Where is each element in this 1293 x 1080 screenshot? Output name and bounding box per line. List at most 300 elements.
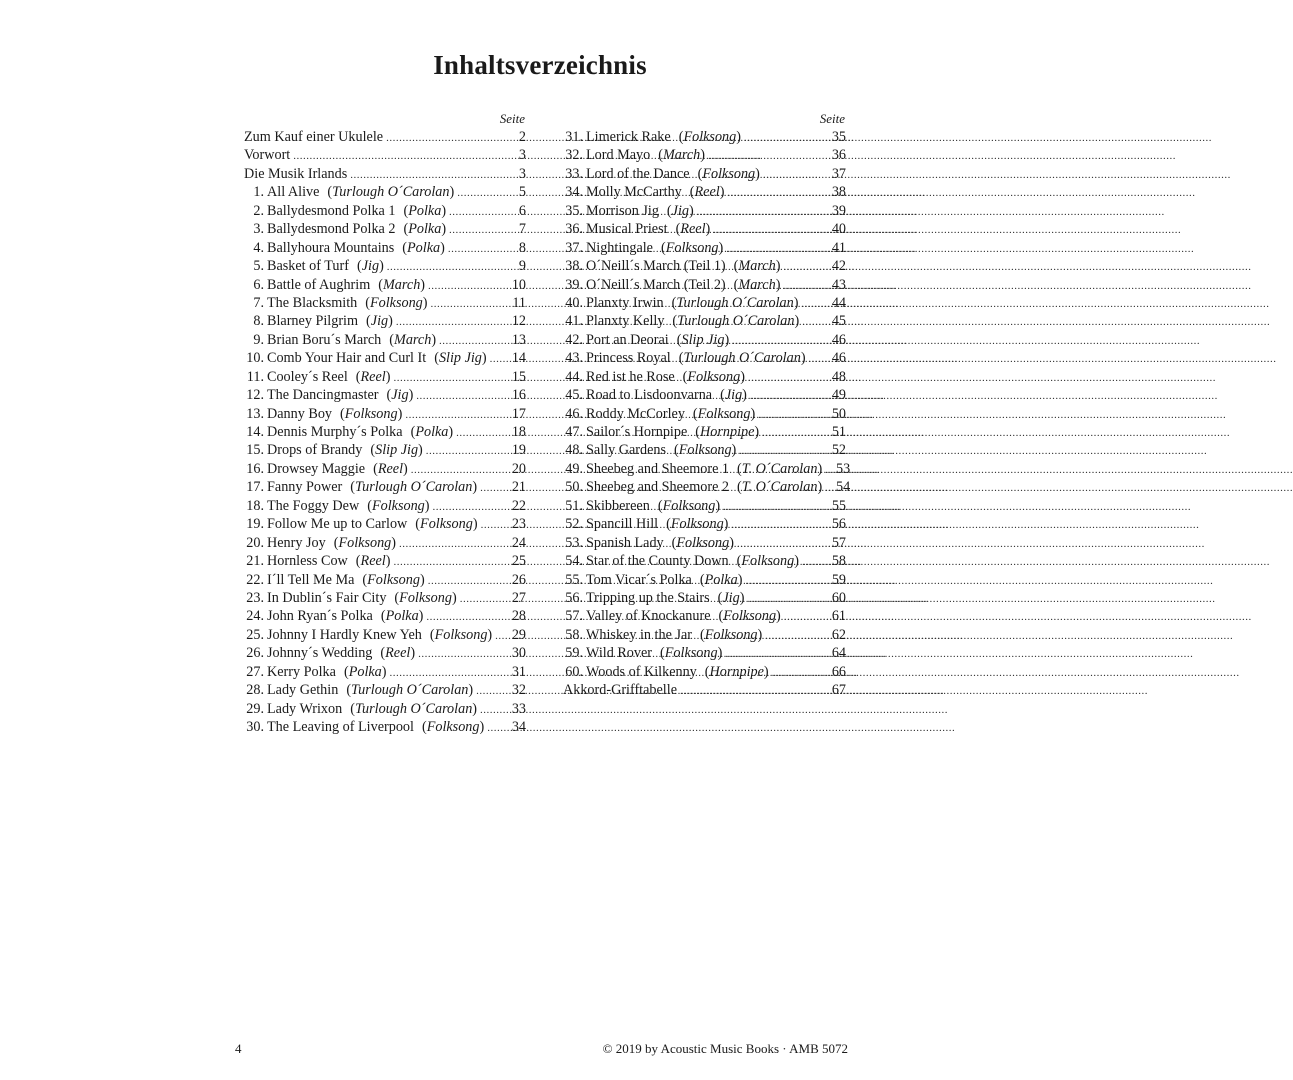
toc-entry-page: 42 [831,258,846,275]
toc-dot-leader [731,516,827,534]
toc-entry-number: 57. [565,608,583,625]
toc-dot-leader [732,332,827,350]
toc-entry-genre: ( Folksong ) [690,165,760,183]
toc-entry-title: Morrison Jig [586,202,659,219]
toc-entry-title: O´Neill´s March (Teil 2) [586,276,726,293]
toc-dot-leader [448,240,507,258]
toc-column-right [563,110,851,700]
toc-entry-page: 3 [518,165,526,182]
toc-entry-page: 66 [831,663,846,680]
toc-entry-number: 20. [246,534,264,551]
toc-dot-leader [495,627,507,645]
toc-entry [563,478,851,496]
toc-entry [563,386,846,404]
toc-entry-title: Kerry Polka [267,663,336,680]
toc-entry-genre: ( Folksong ) [675,368,745,386]
toc-dot-leader [386,129,507,147]
toc-entry-number: 48. [565,442,583,459]
toc-entry-page: 33 [511,700,526,717]
toc-entry-genre: ( Folksong ) [332,405,402,423]
toc-entry-number: 50. [565,479,583,496]
toc-entry-number: 34. [565,184,583,201]
toc-dot-leader [460,590,507,608]
toc-dot-leader [802,313,827,331]
toc-dot-leader [737,535,827,553]
toc-dot-leader [431,295,507,313]
toc-entry-title: Valley of Knockanure [586,608,711,625]
toc-entry-page: 12 [511,313,526,330]
toc-dot-leader [744,129,827,147]
toc-dot-leader [713,221,827,239]
toc-entry [563,349,846,367]
toc-entry-title: The Dancingmaster [267,387,379,404]
toc-entry-genre: ( Slip Jig ) [669,331,729,349]
toc-entry-page: 9 [518,258,526,275]
toc-dot-leader [697,203,827,221]
toc-entry-number: 27. [246,663,264,680]
toc-dot-leader [750,387,827,405]
toc-entry-page: 46 [831,331,846,348]
toc-entry-genre: ( Turlough O´Carolan ) [664,294,799,312]
toc-entry-title: In Dublin´s Fair City [267,589,387,606]
toc-entry [244,497,526,515]
page-title: Inhaltsverzeichnis [433,50,647,80]
toc-entry-number: 59. [565,645,583,662]
toc-entry-genre: ( Reel ) [348,552,391,570]
toc-entry-title: Port an Deorai [586,331,669,348]
toc-dot-leader [480,701,507,719]
toc-entry [244,534,526,552]
toc-entry-page: 24 [511,534,526,551]
toc-entry [563,312,846,330]
toc-entry-genre: ( Slip Jig ) [362,441,422,459]
toc-dot-leader [765,627,827,645]
toc-entry [563,589,846,607]
toc-entry-title: Whiskey in the Jar [586,626,692,643]
toc-entry-title: Basket of Turf [267,258,349,275]
toc-entry-number: 1. [253,184,264,201]
toc-entry-number: 29. [246,700,264,717]
toc-entry-genre: ( March ) [726,257,781,275]
toc-entry-title: Sheebeg and Sheemore 2 [586,479,730,496]
toc-dot-leader [411,461,507,479]
toc-entry-title: Hornless Cow [267,553,348,570]
toc-dot-leader [487,719,507,737]
toc-entry-title: Brian Boru´s March [267,331,382,348]
toc-entry-page: 46 [831,350,846,367]
toc-entry-genre: ( T. O´Carolan ) [729,460,822,478]
toc-entry-number: 37. [565,239,583,256]
toc-entry-page: 30 [511,645,526,662]
toc-entry-title: Comb Your Hair and Curl It [267,350,427,367]
toc-entry-genre: ( Turlough O´Carolan ) [338,681,473,699]
toc-dot-leader [708,147,827,165]
toc-dot-leader [809,350,827,368]
toc-entry-genre: ( Polka ) [395,202,446,220]
toc-entry-number: 56. [565,589,583,606]
toc-entry [563,497,846,515]
toc-entry-genre: ( Jig ) [349,257,384,275]
toc-entry-genre: ( Folksong ) [685,405,755,423]
toc-entry-genre: ( Folksong ) [357,294,427,312]
toc-entry-genre: ( Reel ) [668,220,711,238]
toc-entry-title: Vorwort [244,147,291,164]
toc-entry-page: 53 [835,460,851,477]
toc-entry-genre: ( Folksong ) [359,497,429,515]
toc-entry-number: 24. [246,608,264,625]
toc-dot-leader [726,240,827,258]
toc-entry [244,239,526,257]
toc-entry [244,460,526,478]
toc-entry [244,146,526,164]
toc-entry-page: 49 [831,387,846,404]
toc-entry-title: Drops of Brandy [267,442,363,459]
toc-entry-genre: ( Folksong ) [658,515,728,533]
toc-entry-title: Tom Vicar´s Polka [586,571,692,588]
toc-entry-page: 55 [831,497,846,514]
toc-entry-genre: ( Reel ) [682,183,725,201]
toc-entry-title: Woods of Kilkenny [586,663,697,680]
toc-entry-title: Sally Gardens [586,442,666,459]
toc-entry-genre: ( Folksong ) [422,626,492,644]
toc-entry-title: Follow Me up to Carlow [267,516,408,533]
toc-entry-number: 60. [565,663,583,680]
toc-entry-genre: ( Folksong ) [666,441,736,459]
toc-dot-leader [405,406,507,424]
toc-entry-number: 54. [565,553,583,570]
toc-dot-leader [680,682,827,700]
toc-entry [244,220,526,238]
toc-entry [563,146,846,164]
toc-entry-genre: ( Folksong ) [407,515,477,533]
toc-entry [563,644,846,662]
toc-entry-title: Die Musik Irlands [244,165,348,182]
toc-entry-page: 44 [831,294,846,311]
toc-entry-page: 36 [831,147,846,164]
toc-entry-page: 3 [518,147,526,164]
toc-entry-page: 67 [831,682,846,699]
toc-entry-genre: ( Jig ) [659,202,694,220]
toc-dot-leader [449,221,507,239]
toc-entry-title: Sheebeg and Sheemore 1 [586,460,730,477]
toc-entry-number: 18. [246,497,264,514]
toc-entry-title: Ballydesmond Polka 1 [267,202,396,219]
toc-entry-number: 41. [565,313,583,330]
toc-entry-number: 22. [246,571,264,588]
toc-entry-number: 45. [565,387,583,404]
toc-entry-page: 20 [511,460,526,477]
toc-entry-title: Nightingale [586,239,653,256]
toc-entry-genre: ( Folksong ) [664,534,734,552]
toc-list-right [563,128,851,700]
toc-entry [563,626,846,644]
toc-entry-page: 15 [511,368,526,385]
toc-entry-number: 8. [253,313,264,330]
toc-entry-page: 10 [511,276,526,293]
toc-entry-title: Molly McCarthy [586,184,682,201]
toc-entry-title: Lady Wrixon [267,700,343,717]
toc-dot-leader [825,461,831,479]
toc-entry-page: 52 [831,442,846,459]
toc-entry-genre: ( Folksong ) [326,534,396,552]
toc-entry-genre: ( Hornpipe ) [687,423,759,441]
toc-entry-genre: ( Jig ) [378,386,413,404]
toc-entry-genre: ( Turlough O´Carolan ) [671,349,806,367]
toc-entry-genre: ( Jig ) [712,386,747,404]
toc-dot-leader [457,184,507,202]
toc-entry-page: 37 [831,165,846,182]
toc-entry-number: 47. [565,424,583,440]
toc-entry-title: Tripping up the Stairs [586,589,710,606]
toc-entry-title: Lady Gethin [267,682,339,699]
toc-dot-leader [399,535,507,553]
toc-entry-page: 22 [511,497,526,514]
toc-entry-page: 17 [511,405,526,422]
toc-entry [244,183,526,201]
toc-entry-number: 15. [246,442,264,459]
toc-entry-number: 52. [565,516,583,533]
toc-entry [563,294,846,312]
toc-dot-leader [748,369,827,387]
toc-entry [563,276,846,294]
toc-entry-number: 32. [565,147,583,164]
toc-dot-leader [426,608,507,626]
toc-entry-title: Battle of Aughrim [267,276,371,293]
toc-dot-leader [490,350,507,368]
toc-entry-page: 56 [831,516,846,533]
toc-entry-number: 4. [253,239,264,256]
toc-entry-number: 36. [565,221,583,238]
toc-entry-genre: ( March ) [726,276,781,294]
toc-entry-genre: ( Polka ) [403,423,454,441]
toc-entry-page: 18 [511,424,526,440]
toc-entry-genre: ( Polka ) [394,239,445,257]
toc-entry-genre: ( Folksong ) [711,607,781,625]
toc-entry-genre: ( March ) [650,146,705,164]
toc-entry-page: 50 [831,405,846,422]
toc-entry-page: 25 [511,553,526,570]
toc-entry-genre: ( Folksong ) [650,497,720,515]
toc-entry-number: 53. [565,534,583,551]
toc-entry [563,257,846,275]
toc-dot-leader [747,590,827,608]
toc-dot-leader [396,313,507,331]
toc-entry [244,626,526,644]
toc-entry-number: 2. [253,202,264,219]
toc-entry [563,441,846,459]
toc-dot-leader [433,498,508,516]
toc-column-left [244,110,526,736]
column-header-seite: Seite [819,111,845,126]
toc-dot-leader [802,553,827,571]
toc-entry-number: 35. [565,202,583,219]
toc-dot-leader [758,406,827,424]
toc-entry-title: Spanish Lady [586,534,664,551]
toc-dot-leader [393,369,507,387]
toc-entry-page: 61 [831,608,846,625]
toc-entry [244,644,526,662]
toc-entry [563,183,846,201]
toc-entry-number: 25. [246,626,264,643]
toc-entry [563,165,846,183]
toc-entry [244,423,526,441]
toc-entry-title: Spancill Hill [586,516,659,533]
toc-entry-page: 45 [831,313,846,330]
toc-entry [563,663,846,681]
toc-entry-title: Johnny I Hardly Knew Yeh [267,626,422,643]
toc-entry [244,607,526,625]
toc-entry [563,552,846,570]
toc-entry-title: Limerick Rake [586,129,671,145]
toc-entry-number: 6. [253,276,264,293]
toc-entry-page: 48 [831,368,846,385]
toc-entry-page: 5 [518,184,526,201]
toc-entry-number: 26. [246,645,264,662]
toc-entry [244,681,526,699]
toc-entry-title: Wild Rover [586,645,653,662]
toc-entry [563,220,846,238]
toc-entry [563,368,846,386]
toc-entry-title: Johnny´s Wedding [267,645,373,662]
toc-entry-title: Princess Royal [586,350,671,367]
toc-entry-title: Planxty Kelly [586,313,665,330]
toc-entry-page: 11 [512,294,526,311]
toc-entry [244,700,526,718]
toc-dot-leader [739,442,827,460]
toc-entry-page: 57 [831,534,846,551]
toc-entry-title: Planxty Irwin [586,294,664,311]
toc-entry-page: 13 [511,331,526,348]
toc-entry-genre: ( Polka ) [373,607,424,625]
toc-entry-number: 12. [246,387,264,404]
toc-dot-leader [783,277,827,295]
toc-entry-genre: ( Turlough O´Carolan ) [342,478,477,496]
toc-entry [244,331,526,349]
toc-entry-title: Ballydesmond Polka 2 [267,221,396,238]
toc-entry-genre: ( Reel ) [348,368,391,386]
toc-dot-leader [293,147,507,165]
toc-entry-title: Henry Joy [267,534,326,551]
toc-entry-genre: ( Jig ) [358,312,393,330]
toc-entry [244,276,526,294]
toc-entry-number: 49. [565,460,583,477]
toc-entry-page: 60 [831,589,846,606]
toc-entry-genre: ( March ) [370,276,425,294]
toc-dot-leader [801,295,827,313]
toc-entry-number: 58. [565,626,583,643]
toc-entry-page: 38 [831,184,846,201]
toc-dot-leader [390,664,507,682]
toc-entry-genre: ( Folksong ) [671,128,741,146]
toc-dot-leader [725,645,827,663]
toc-dot-leader [480,479,507,497]
toc-entry-title: Drowsey Maggie [267,460,366,477]
toc-entry-page: 59 [831,571,846,588]
toc-entry-genre: ( Hornpipe ) [697,663,769,681]
toc-entry-number: 21. [246,553,264,570]
toc-entry-number: 28. [246,682,264,699]
toc-list-left [244,128,526,736]
toc-entry-title: Road to Lisdoonvarna [586,387,713,404]
toc-entry [563,460,851,478]
toc-dot-leader [763,166,827,184]
toc-entry-number: 23. [246,589,264,606]
toc-entry-number: 7. [253,294,264,311]
toc-entry-page: 2 [518,129,526,145]
toc-entry-genre: ( Turlough O´Carolan ) [319,183,454,201]
toc-entry-number: 31. [565,129,583,145]
toc-entry-number: 44. [565,368,583,385]
toc-entry-title: The Foggy Dew [267,497,360,514]
toc-entry-number: 3. [253,221,264,238]
toc-entry-title: O´Neill´s March (Teil 1) [586,258,726,275]
toc-entry-genre: ( Folksong ) [414,718,484,736]
toc-entry-page: 14 [511,350,526,367]
toc-entry-genre: ( Turlough O´Carolan ) [664,312,799,330]
toc-entry-genre: ( Folksong ) [729,552,799,570]
toc-entry-page: 58 [831,553,846,570]
toc-entry-number: 19. [246,516,264,533]
toc-entry [563,681,846,699]
toc-entry-number: 51. [565,497,583,514]
toc-entry-title: Musical Priest [586,221,668,238]
column-header-seite: Seite [499,111,525,126]
toc-entry-title: Blarney Pilgrim [267,313,359,330]
toc-entry [563,534,846,552]
toc-entry-number: 5. [253,258,264,275]
toc-entry-genre: ( March ) [381,331,436,349]
toc-entry-genre: ( T. O´Carolan ) [729,478,822,496]
toc-entry-genre: ( Folksong ) [653,239,723,257]
toc-entry-title: Lord of the Dance [586,165,690,182]
toc-entry-number: 55. [565,571,583,588]
toc-entry-title: Danny Boy [267,405,333,422]
toc-dot-leader [426,442,507,460]
toc-entry-genre: ( Folksong ) [692,626,762,644]
toc-entry-title: Cooley´s Reel [267,368,348,385]
toc-dot-leader [428,572,507,590]
toc-dot-leader [481,516,507,534]
toc-entry-genre: ( Polka ) [336,663,387,681]
toc-entry [563,607,846,625]
toc-entry [563,515,846,533]
toc-entry-title: Skibbereen [586,497,650,514]
toc-entry-title: The Blacksmith [267,294,358,311]
toc-entry-page: 8 [518,239,526,256]
toc-dot-leader [476,682,507,700]
toc-entry-number: 43. [565,350,583,367]
toc-entry [244,589,526,607]
toc-entry-title: Fanny Power [267,479,343,496]
toc-entry-title: Zum Kauf einer Ukulele [244,129,384,145]
toc-entry [244,386,526,404]
toc-entry [563,571,846,589]
toc-entry-title: I´ll Tell Me Ma [267,571,355,588]
toc-entry [244,128,526,146]
toc-entry-page: 29 [511,626,526,643]
footer-page-number: 4 [235,1041,242,1056]
toc-entry [244,257,526,275]
toc-entry [244,202,526,220]
toc-entry-page: 26 [511,571,526,588]
toc-entry-page: 7 [518,221,526,238]
toc-entry [563,405,846,423]
toc-dot-leader [456,424,507,442]
toc-dot-leader [350,166,507,184]
toc-dot-leader [723,498,827,516]
toc-dot-leader [772,664,827,682]
toc-dot-leader [393,553,507,571]
